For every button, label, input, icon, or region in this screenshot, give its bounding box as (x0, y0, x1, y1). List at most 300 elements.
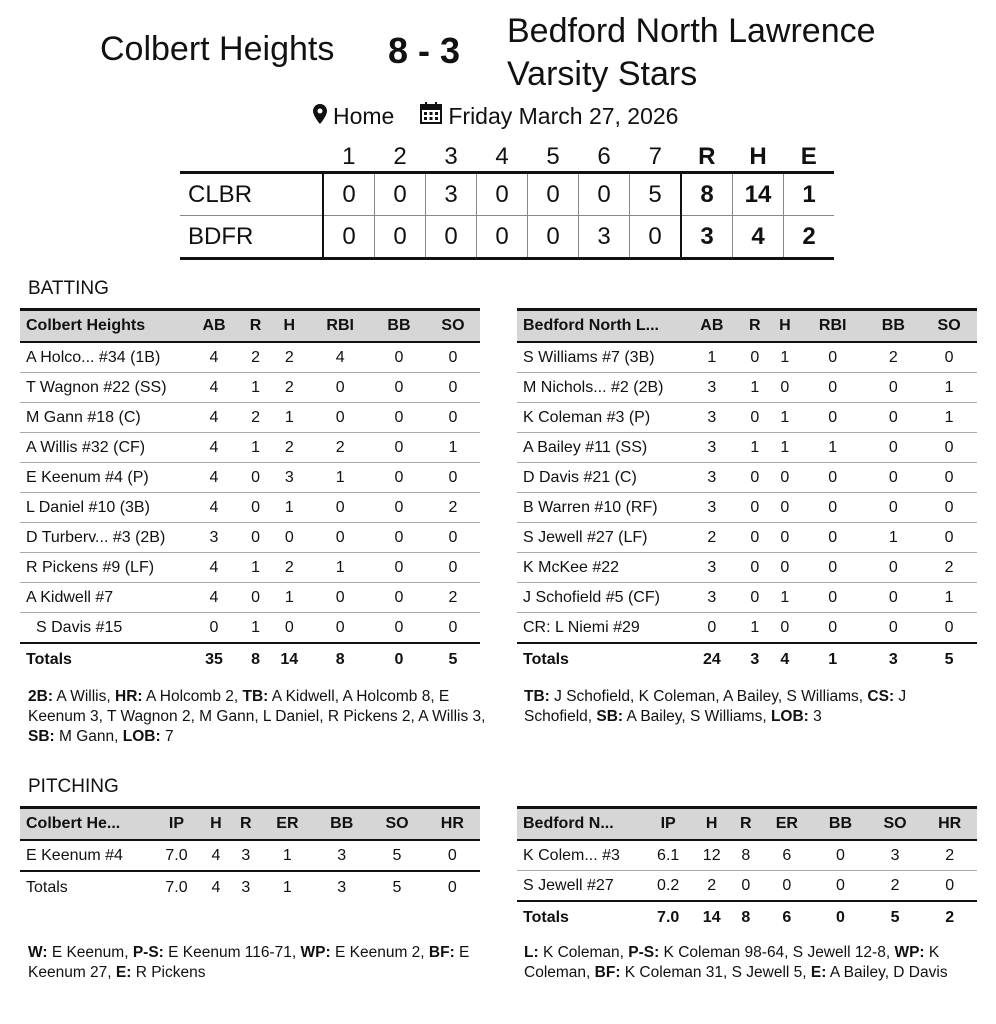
inning-header: 1 (342, 143, 356, 170)
stat-cell: 0 (372, 373, 426, 403)
calendar-icon (420, 102, 442, 130)
stat-cell: 1 (770, 342, 800, 373)
pitching-column-header: BB (314, 808, 369, 841)
totals-cell: 7.0 (152, 871, 201, 903)
batting-player-row (20, 463, 480, 493)
linescore-team: BDFR (180, 216, 323, 259)
stat-cell: 3 (684, 433, 740, 463)
pitching-column-header: HR (922, 808, 977, 841)
stat-cell: 0 (800, 583, 866, 613)
batting-player-row (517, 342, 977, 373)
stat-cell: 4 (187, 493, 241, 523)
stat-cell: 0 (770, 553, 800, 583)
batting-column-header: R (740, 310, 770, 343)
stat-cell: 1 (684, 342, 740, 373)
linescore-header-row (180, 143, 834, 173)
note-text: 3 (808, 708, 822, 725)
player-name: L Daniel #10 (3B) (20, 493, 187, 523)
note-text: R Pickens (131, 964, 206, 981)
linescore-table (180, 143, 834, 260)
player-name: R Pickens #9 (LF) (20, 553, 187, 583)
stat-cell: 4 (308, 342, 372, 373)
stat-cell: 1 (426, 433, 480, 463)
stat-cell: 0 (921, 433, 977, 463)
stat-cell: 0.2 (644, 871, 692, 902)
away-team-line1: Bedford North Lawrence (507, 12, 876, 50)
totals-cell: 3 (740, 643, 770, 675)
batting-column-header: BB (866, 310, 922, 343)
stat-cell: 2 (426, 493, 480, 523)
batting-player-row (517, 553, 977, 583)
note-label: WP: (300, 944, 331, 961)
stat-cell: 0 (740, 463, 770, 493)
totals-cell: 14 (270, 643, 308, 675)
batting-player-row (517, 403, 977, 433)
stat-cell: 2 (868, 871, 923, 902)
home-pitching-notes (28, 943, 488, 983)
stat-cell: 1 (308, 463, 372, 493)
stat-cell: 0 (813, 840, 868, 871)
totals-cell: 1 (800, 643, 866, 675)
totals-label: Totals (517, 901, 644, 933)
stat-cell: 0 (241, 463, 270, 493)
note-text: K Coleman, (524, 944, 940, 981)
totals-cell: 3 (314, 871, 369, 903)
totals-cell: 5 (369, 871, 424, 903)
pitching-column-header: IP (644, 808, 692, 841)
note-label: SB: (28, 728, 55, 745)
player-name: S Jewell #27 (LF) (517, 523, 684, 553)
batting-player-row (20, 583, 480, 613)
errors-cell: 2 (784, 216, 835, 259)
totals-cell: 2 (922, 901, 977, 933)
hits-header: H (749, 143, 767, 170)
stat-cell: 0 (740, 553, 770, 583)
batting-header-row (20, 310, 480, 343)
stat-cell: 0 (921, 523, 977, 553)
stat-cell: 0 (761, 871, 814, 902)
stat-cell: 0 (922, 871, 977, 902)
stat-cell: 0 (740, 403, 770, 433)
stat-cell: 0 (866, 373, 922, 403)
player-name: J Schofield #5 (CF) (517, 583, 684, 613)
note-label: E: (115, 964, 132, 981)
note-text: J Schofield, (524, 688, 907, 725)
note-label: LOB: (122, 728, 161, 745)
totals-cell: 4 (770, 643, 800, 675)
note-label: LOB: (770, 708, 809, 725)
player-name: CR: L Niemi #29 (517, 613, 684, 644)
pitching-column-header: R (231, 808, 261, 841)
batting-column-header: SO (426, 310, 480, 343)
stat-cell: 3 (270, 463, 308, 493)
note-text: K Coleman, (538, 944, 629, 961)
batting-team-header: Colbert Heights (20, 310, 187, 343)
game-meta (313, 102, 678, 130)
note-label: 2B: (28, 688, 53, 705)
pitching-column-header: ER (261, 808, 314, 841)
totals-cell: 0 (425, 871, 480, 903)
stat-cell: 0 (372, 583, 426, 613)
totals-label: Totals (20, 643, 187, 675)
totals-cell: 14 (692, 901, 731, 933)
inning-cell: 0 (375, 173, 426, 216)
stat-cell: 0 (800, 523, 866, 553)
pitching-column-header: IP (152, 808, 201, 841)
batting-player-row (20, 493, 480, 523)
batting-column-header: AB (684, 310, 740, 343)
note-label: WP: (894, 944, 925, 961)
errors-cell: 1 (784, 173, 835, 216)
stat-cell: 2 (426, 583, 480, 613)
note-label: HR: (115, 688, 143, 705)
batting-player-row (517, 613, 977, 644)
batting-section-title: BATTING (28, 278, 109, 299)
player-name: S Williams #7 (3B) (517, 342, 684, 373)
stat-cell: 8 (731, 840, 760, 871)
batting-column-header: RBI (308, 310, 372, 343)
stat-cell: 0 (684, 613, 740, 644)
batting-player-row (20, 342, 480, 373)
stat-cell: 4 (187, 342, 241, 373)
stat-cell: 4 (187, 463, 241, 493)
totals-cell: 3 (866, 643, 922, 675)
stat-cell: 1 (770, 583, 800, 613)
note-label: BF: (428, 944, 455, 961)
stat-cell: 5 (369, 840, 424, 871)
date-text: Friday March 27, 2026 (448, 102, 679, 129)
pitching-column-header: H (692, 808, 731, 841)
inning-cell: 3 (426, 173, 477, 216)
stat-cell: 6 (761, 840, 814, 871)
stat-cell: 2 (692, 871, 731, 902)
note-text: A Willis, (52, 688, 115, 705)
pitching-header-row (20, 808, 480, 841)
stat-cell: 0 (372, 433, 426, 463)
totals-cell: 1 (261, 871, 314, 903)
batting-player-row (517, 433, 977, 463)
stat-cell: 1 (921, 403, 977, 433)
stat-cell: 1 (800, 433, 866, 463)
note-label: W: (28, 944, 48, 961)
note-text: A Holcomb 2, (142, 688, 243, 705)
inning-header: 7 (648, 143, 662, 170)
stat-cell: 2 (270, 553, 308, 583)
stat-cell: 0 (372, 342, 426, 373)
stat-cell: 0 (372, 553, 426, 583)
stat-cell: 4 (187, 433, 241, 463)
stat-cell: 0 (800, 342, 866, 373)
stat-cell: 3 (187, 523, 241, 553)
stat-cell: 1 (270, 583, 308, 613)
runs-header: R (698, 143, 716, 170)
batting-column-header: SO (921, 310, 977, 343)
batting-player-row (517, 463, 977, 493)
pitching-totals-row (20, 871, 480, 903)
stat-cell: 1 (241, 613, 270, 644)
note-text: A Bailey, D Davis (826, 964, 948, 981)
stat-cell: 3 (684, 493, 740, 523)
batting-header-row (517, 310, 977, 343)
stat-cell: 0 (308, 373, 372, 403)
batting-player-row (20, 403, 480, 433)
stat-cell: 0 (308, 403, 372, 433)
stat-cell: 0 (921, 463, 977, 493)
stat-cell: 0 (921, 493, 977, 523)
totals-cell: 0 (813, 901, 868, 933)
player-name: K Coleman #3 (P) (517, 403, 684, 433)
stat-cell: 0 (800, 403, 866, 433)
player-name: A Kidwell #7 (20, 583, 187, 613)
hits-cell: 4 (733, 216, 784, 259)
stat-cell: 1 (740, 613, 770, 644)
note-label: CS: (867, 688, 895, 705)
pitching-team-header: Colbert He... (20, 808, 152, 841)
stat-cell: 1 (770, 403, 800, 433)
stat-cell: 0 (308, 613, 372, 644)
stat-cell: 0 (426, 403, 480, 433)
player-name: K McKee #22 (517, 553, 684, 583)
pitching-column-header: BB (813, 808, 868, 841)
totals-cell: 8 (731, 901, 760, 933)
home-batting-notes (28, 687, 488, 747)
stat-cell: 1 (308, 553, 372, 583)
inning-cell: 0 (477, 173, 528, 216)
home-pitching-table (20, 806, 480, 903)
inning-cell: 0 (579, 173, 630, 216)
stat-cell: 0 (372, 613, 426, 644)
totals-cell: 8 (241, 643, 270, 675)
stat-cell: 0 (308, 583, 372, 613)
hits-cell: 14 (733, 173, 784, 216)
inning-cell: 0 (528, 216, 579, 259)
stat-cell: 0 (241, 523, 270, 553)
inning-cell: 0 (375, 216, 426, 259)
totals-cell: 3 (231, 871, 261, 903)
stat-cell: 0 (921, 342, 977, 373)
stat-cell: 0 (740, 493, 770, 523)
stat-cell: 0 (740, 523, 770, 553)
stat-cell: 0 (866, 433, 922, 463)
player-name: A Bailey #11 (SS) (517, 433, 684, 463)
stat-cell: 4 (187, 373, 241, 403)
player-name: M Gann #18 (C) (20, 403, 187, 433)
stat-cell: 7.0 (152, 840, 201, 871)
stat-cell: 1 (241, 433, 270, 463)
note-text: E Keenum 116-71, (163, 944, 301, 961)
stat-cell: 0 (866, 553, 922, 583)
stat-cell: 2 (866, 342, 922, 373)
player-name: S Davis #15 (20, 613, 187, 644)
stat-cell: 2 (684, 523, 740, 553)
linescore-team-header (180, 143, 323, 173)
stat-cell: 0 (866, 493, 922, 523)
note-label: TB: (242, 688, 269, 705)
batting-column-header: R (241, 310, 270, 343)
stat-cell: 3 (684, 553, 740, 583)
stat-cell: 1 (770, 433, 800, 463)
stat-cell: 0 (800, 493, 866, 523)
pitching-team-header: Bedford N... (517, 808, 644, 841)
stat-cell: 3 (684, 583, 740, 613)
away-team-name (507, 10, 876, 96)
note-text: 7 (160, 728, 174, 745)
note-label: SB: (596, 708, 624, 725)
runs-cell: 8 (681, 173, 733, 216)
batting-player-row (517, 373, 977, 403)
stat-cell: 0 (425, 840, 480, 871)
stat-cell: 1 (921, 373, 977, 403)
totals-label: Totals (20, 871, 152, 903)
totals-cell: 7.0 (644, 901, 692, 933)
stat-cell: 0 (426, 613, 480, 644)
linescore-row (180, 216, 834, 259)
pitching-section-title: PITCHING (28, 776, 119, 797)
player-name: A Willis #32 (CF) (20, 433, 187, 463)
inning-header: 3 (444, 143, 458, 170)
stat-cell: 0 (308, 523, 372, 553)
batting-player-row (20, 433, 480, 463)
note-text: A Bailey, S Williams, (623, 708, 771, 725)
location-pin-icon (313, 103, 327, 130)
totals-cell: 5 (426, 643, 480, 675)
stat-cell: 0 (731, 871, 760, 902)
stat-cell: 1 (241, 553, 270, 583)
totals-cell: 5 (921, 643, 977, 675)
inning-header: 2 (393, 143, 407, 170)
note-label: P-S: (132, 944, 164, 961)
away-pitching-notes (524, 943, 974, 983)
batting-player-row (20, 553, 480, 583)
stat-cell: 2 (241, 342, 270, 373)
stat-cell: 0 (426, 523, 480, 553)
note-text: A Kidwell, A Holcomb 8, E Keenum 3, T Wagnon 2, M Gann, L Daniel, R Pickens 2, A Willis 3, (28, 688, 486, 725)
stat-cell: 0 (800, 463, 866, 493)
player-name: D Davis #21 (C) (517, 463, 684, 493)
stat-cell: 0 (270, 523, 308, 553)
pitching-column-header: ER (761, 808, 814, 841)
stat-cell: 1 (270, 493, 308, 523)
stat-cell: 0 (372, 463, 426, 493)
stat-cell: 1 (740, 373, 770, 403)
stat-cell: 0 (740, 342, 770, 373)
player-name: A Holco... #34 (1B) (20, 342, 187, 373)
stat-cell: 0 (372, 523, 426, 553)
stat-cell: 1 (270, 403, 308, 433)
batting-column-header: AB (187, 310, 241, 343)
stat-cell: 0 (426, 342, 480, 373)
stat-cell: 0 (372, 403, 426, 433)
batting-column-header: H (770, 310, 800, 343)
runs-cell: 3 (681, 216, 733, 259)
note-label: TB: (524, 688, 550, 705)
stat-cell: 0 (866, 403, 922, 433)
pitching-column-header: H (201, 808, 231, 841)
linescore-row (180, 173, 834, 216)
stat-cell: 0 (770, 523, 800, 553)
batting-totals-row (20, 643, 480, 675)
player-name: M Nichols... #2 (2B) (517, 373, 684, 403)
inning-header: 4 (495, 143, 509, 170)
stat-cell: 3 (314, 840, 369, 871)
note-text: J Schofield, K Coleman, A Bailey, S Williams, (549, 688, 868, 705)
stat-cell: 0 (270, 613, 308, 644)
stat-cell: 0 (800, 373, 866, 403)
note-label: BF: (594, 964, 621, 981)
stat-cell: 0 (866, 583, 922, 613)
linescore-team: CLBR (180, 173, 323, 216)
home-batting-table (20, 308, 480, 675)
inning-cell: 0 (323, 216, 375, 259)
note-text: K Coleman 31, S Jewell 5, (620, 964, 811, 981)
pitching-column-header: R (731, 808, 760, 841)
stat-cell: 12 (692, 840, 731, 871)
inning-cell: 5 (630, 173, 682, 216)
batting-player-row (517, 523, 977, 553)
batting-column-header: RBI (800, 310, 866, 343)
player-name: E Keenum #4 (20, 840, 152, 871)
note-text: K Coleman 98-64, S Jewell 12-8, (659, 944, 895, 961)
stat-cell: 3 (684, 403, 740, 433)
stat-cell: 0 (770, 373, 800, 403)
pitching-header-row (517, 808, 977, 841)
pitching-column-header: SO (369, 808, 424, 841)
away-batting-notes (524, 687, 974, 727)
away-pitching-table (517, 806, 977, 933)
stat-cell: 1 (740, 433, 770, 463)
pitching-player-row (517, 840, 977, 871)
away-team-line2: Varsity Stars (507, 55, 698, 93)
inning-header: 6 (597, 143, 611, 170)
stat-cell: 0 (426, 373, 480, 403)
away-batting-table (517, 308, 977, 675)
stat-cell: 0 (813, 871, 868, 902)
player-name: K Colem... #3 (517, 840, 644, 871)
stat-cell: 0 (372, 493, 426, 523)
home-team-name: Colbert Heights (100, 30, 335, 68)
stat-cell: 0 (740, 583, 770, 613)
inning-cell: 0 (528, 173, 579, 216)
totals-cell: 5 (868, 901, 923, 933)
batting-player-row (517, 583, 977, 613)
stat-cell: 3 (684, 373, 740, 403)
stat-cell: 1 (866, 523, 922, 553)
stat-cell: 0 (770, 463, 800, 493)
player-name: S Jewell #27 (517, 871, 644, 902)
note-label: E: (810, 964, 827, 981)
stat-cell: 4 (187, 583, 241, 613)
stat-cell: 2 (270, 433, 308, 463)
player-name: T Wagnon #22 (SS) (20, 373, 187, 403)
batting-player-row (20, 523, 480, 553)
stat-cell: 0 (866, 463, 922, 493)
stat-cell: 0 (308, 493, 372, 523)
final-score: 8 - 3 (388, 30, 461, 71)
stat-cell: 0 (426, 553, 480, 583)
stat-cell: 3 (231, 840, 261, 871)
stat-cell: 1 (241, 373, 270, 403)
stat-cell: 1 (261, 840, 314, 871)
pitching-player-row (517, 871, 977, 902)
note-text: E Keenum, (47, 944, 133, 961)
stat-cell: 0 (800, 613, 866, 644)
note-label: L: (524, 944, 539, 961)
stat-cell: 3 (684, 463, 740, 493)
player-name: D Turberv... #3 (2B) (20, 523, 187, 553)
stat-cell: 0 (921, 613, 977, 644)
note-text: E Keenum 27, (28, 944, 470, 981)
inning-cell: 0 (323, 173, 375, 216)
